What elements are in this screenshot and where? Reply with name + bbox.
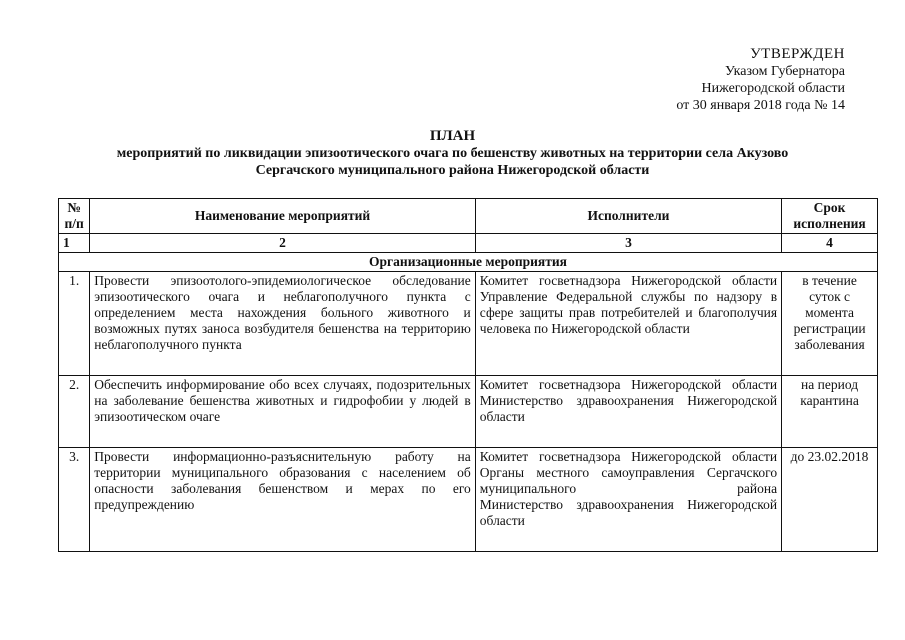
approval-line: от 30 января 2018 года № 14 [676, 98, 845, 113]
section-row [59, 253, 878, 272]
header-term: Срок исполнения [782, 199, 878, 234]
executor: Министерство здравоохранения Нижегородской области [479, 497, 778, 528]
approval-line: Нижегородской области [701, 81, 845, 96]
executor: Комитет госветнадзора Нижегородской области [479, 377, 778, 392]
row-activity: Обеспечить информирование обо всех случаях, подозрительных на заболевание бешенства животных и гидрофобии у людей в эпизоотическом очаге [90, 376, 476, 448]
row-term: в течение суток с момента регистрации заболевания [782, 272, 878, 376]
row-activity: Провести эпизоотолого-эпидемиологическое обследование эпизоотического очага и неблагополучного пункта с определением места нахождения больного животного и возможных путях заноса возбудителя бешенства на территорию неблагополучного пункта [90, 272, 476, 376]
column-index-row [59, 234, 878, 253]
row-activity: Провести информационно-разъяснительную работу на территории муниципального образования с населением об опасности заболевания бешенством и мерах по его предупреждению [90, 448, 476, 552]
row-num: 3. [59, 448, 90, 552]
table-row [59, 376, 878, 448]
header-name: Наименование мероприятий [90, 199, 476, 234]
column-index: 2 [90, 234, 476, 253]
executor: Комитет госветнадзора Нижегородской области [479, 273, 778, 288]
table-header-row [59, 199, 878, 234]
document-subtitle: мероприятий по ликвидации эпизоотического очага по бешенству животных на территории села Акузово [116, 146, 789, 161]
column-index: 1 [59, 234, 90, 253]
executor: Органы местного самоуправления Сергачского муниципального района [479, 465, 778, 496]
table-row [59, 272, 878, 376]
column-index: 3 [475, 234, 781, 253]
row-term: до 23.02.2018 [782, 448, 878, 552]
document-title: ПЛАН [429, 128, 476, 144]
document-heading [0, 128, 905, 179]
approval-stamp [676, 46, 845, 114]
executor: Комитет госветнадзора Нижегородской области [479, 449, 778, 464]
row-executors [475, 448, 781, 552]
executor: Министерство здравоохранения Нижегородской области [479, 393, 778, 424]
row-executors [475, 376, 781, 448]
row-executors [475, 272, 781, 376]
table-row [59, 448, 878, 552]
section-title: Организационные мероприятия [59, 253, 878, 272]
header-executors: Исполнители [475, 199, 781, 234]
document-subtitle: Сергачского муниципального района Нижегородской области [255, 163, 650, 178]
row-term: на период карантина [782, 376, 878, 448]
approval-title: УТВЕРЖДЕН [750, 46, 845, 62]
column-index: 4 [782, 234, 878, 253]
plan-table [58, 198, 878, 552]
header-num: № п/п [59, 199, 90, 234]
row-num: 2. [59, 376, 90, 448]
executor: Управление Федеральной службы по надзору в сфере защиты прав потребителей и благополучия человека по Нижегородской области [479, 289, 778, 336]
approval-line: Указом Губернатора [724, 64, 845, 79]
row-num: 1. [59, 272, 90, 376]
